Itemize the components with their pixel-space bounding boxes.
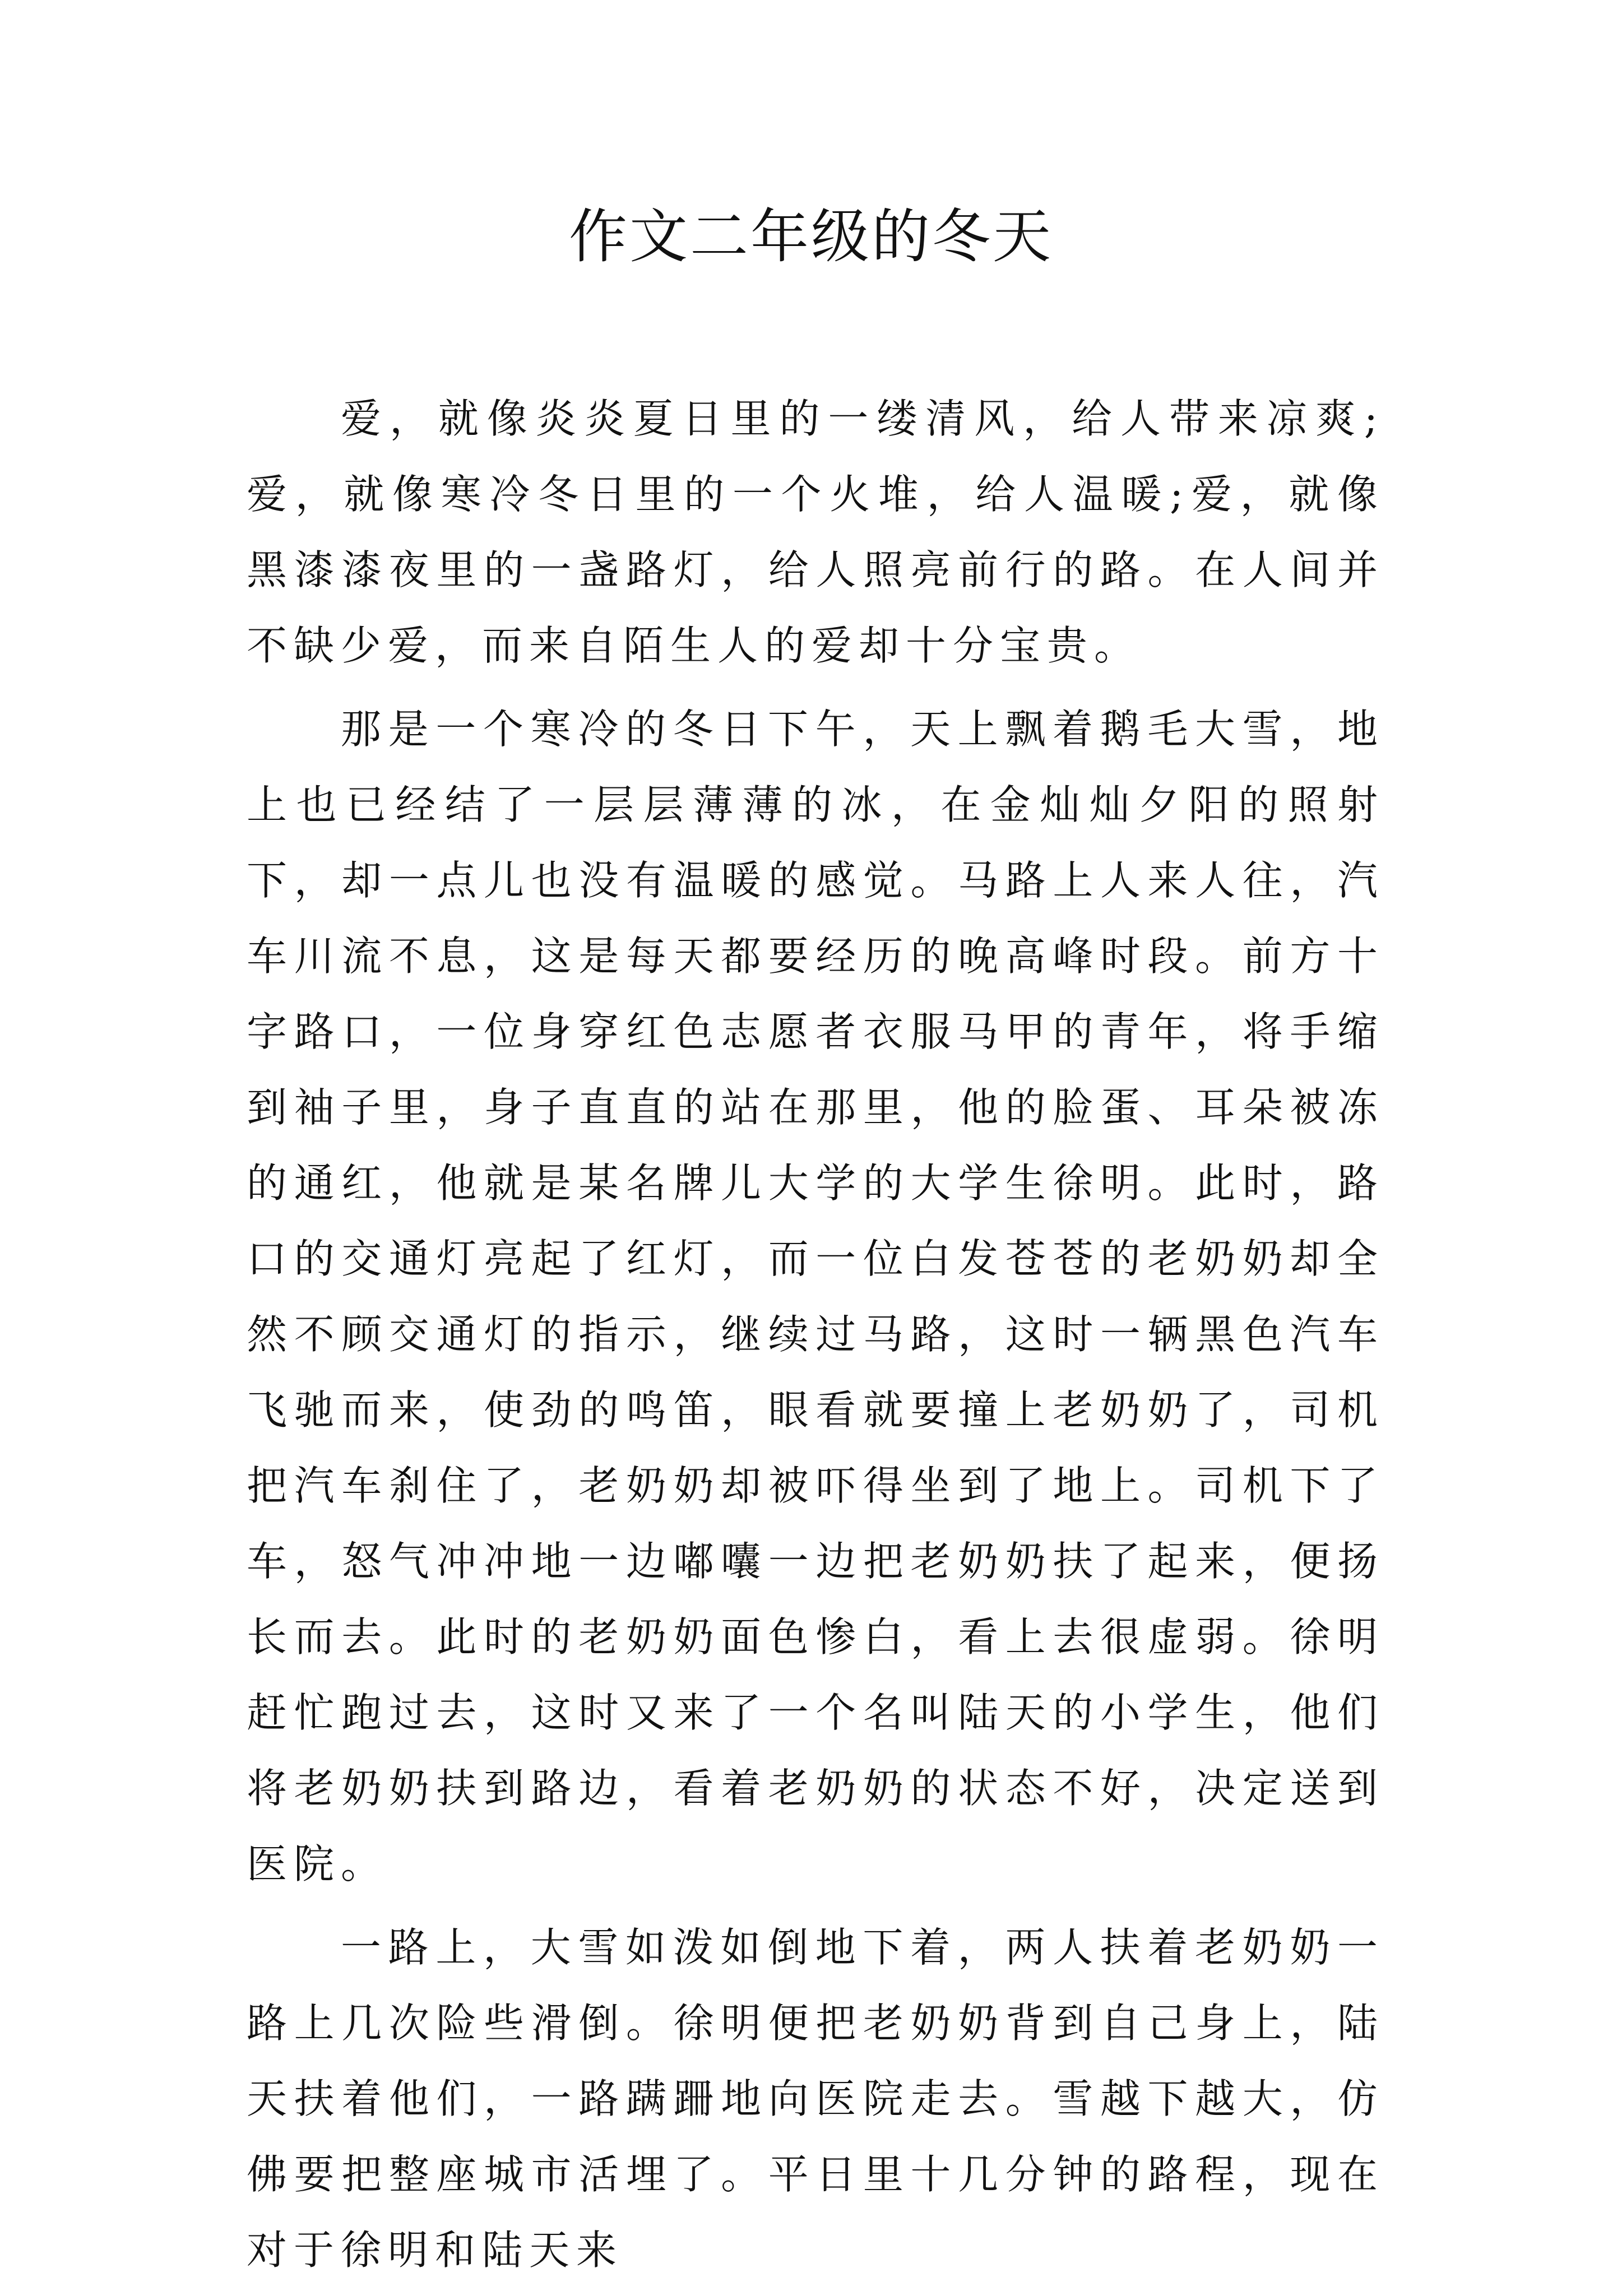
document-title: 作文二年级的冬天: [568, 202, 1053, 271]
paragraph-3: 一路上，大雪如泼如倒地下着，两人扶着老奶奶一路上几次险些滑倒。徐明便把老奶奶背到自己身上，陆天扶着他们，一路蹒跚地向医院走去。雪越下越大，仿佛要把整座城市活埋了。平日里十几分钟的路程，现在对于徐明和陆天来: [247, 1924, 1384, 2274]
paragraph-1: 爱，就像炎炎夏日里的一缕清风，给人带来凉爽;爱，就像寒冷冬日里的一个火堆，给人温暖;爱，就像黑漆漆夜里的一盏路灯，给人照亮前行的路。在人间并不缺少爱，而来自陌生人的爱却十分宝贵。: [247, 395, 1384, 669]
document-body: [247, 381, 1384, 2296]
paragraph-2: 那是一个寒冷的冬日下午，天上飘着鹅毛大雪，地上也已经结了一层层薄薄的冰，在金灿灿夕阳的照射下，却一点儿也没有温暖的感觉。马路上人来人往，汽车川流不息，这是每天都要经历的晚高峰时段。前方十字路口，一位身穿红色志愿者衣服马甲的青年，将手缩到袖子里，身子直直的站在那里，他的脸蛋、耳朵被冻的通红，他就是某名牌儿大学的大学生徐明。此时，路口的交通灯亮起了红灯，而一位白发苍苍的老奶奶却全然不顾交通灯的指示，继续过马路，这时一辆黑色汽车飞驰而来，使劲的鸣笛，眼看就要撞上老奶奶了，司机把汽车刹住了，老奶奶却被吓得坐到了地上。司机下了车，怒气冲冲地一边嘟囔一边把老奶奶扶了起来，便扬长而去。此时的老奶奶面色惨白，看上去很虚弱。徐明赶忙跑过去，这时又来了一个名叫陆天的小学生，他们将老奶奶扶到路边，看着老奶奶的状态不好，决定送到医院。: [247, 706, 1384, 1887]
